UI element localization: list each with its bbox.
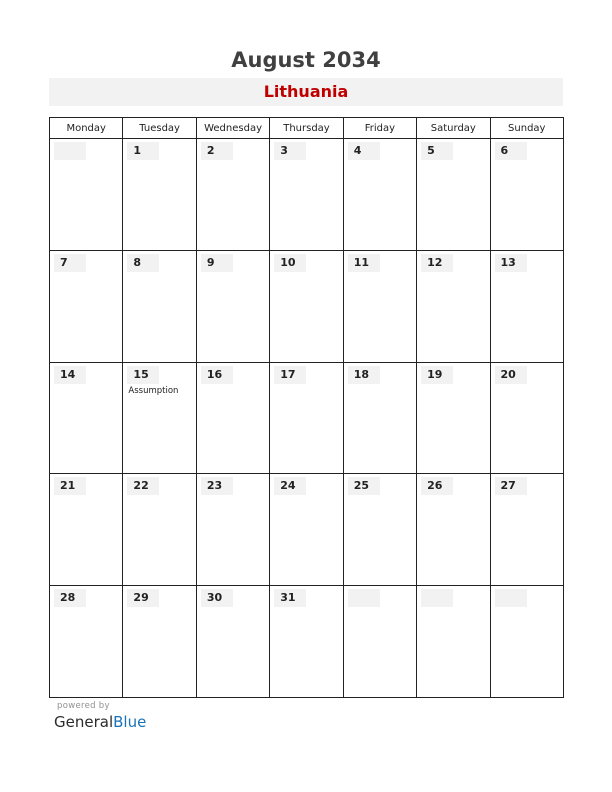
day-cell[interactable] [50, 362, 123, 474]
weekday-header: Wednesday [196, 118, 269, 139]
day-number: 17 [280, 367, 296, 381]
day-cell[interactable] [196, 586, 269, 698]
calendar-title: August 2034 [231, 48, 381, 72]
day-number-box [421, 589, 453, 607]
week-row [50, 362, 564, 474]
day-cell[interactable] [417, 362, 490, 474]
day-number: 23 [206, 479, 223, 493]
day-cell[interactable] [343, 250, 416, 362]
day-cell[interactable] [270, 139, 343, 251]
day-cell[interactable] [490, 250, 563, 362]
day-number: 27 [500, 479, 516, 493]
day-number-box [495, 142, 527, 160]
week-row [50, 586, 564, 698]
day-cell[interactable] [270, 362, 343, 474]
day-number: 6 [500, 144, 509, 157]
day-number-box [348, 589, 380, 607]
day-cell[interactable] [343, 362, 416, 474]
month-grid [49, 117, 564, 698]
day-number-box [54, 142, 86, 160]
day-cell[interactable] [50, 250, 123, 362]
weekday-header: Tuesday [123, 118, 196, 139]
day-cell[interactable] [343, 474, 416, 586]
day-number: 30 [206, 591, 223, 605]
day-cell[interactable] [417, 250, 490, 362]
day-number: 8 [133, 255, 142, 269]
day-cell[interactable] [270, 250, 343, 362]
day-number: 9 [206, 255, 215, 269]
day-number: 25 [353, 479, 369, 493]
day-number-box [421, 142, 453, 160]
day-number-box [274, 142, 306, 160]
day-number: 1 [133, 144, 142, 157]
country-banner [49, 78, 563, 106]
day-number-box [495, 589, 527, 607]
brand-general: General [54, 713, 114, 731]
weekday-header: Sunday [490, 118, 563, 139]
day-number: 24 [280, 479, 296, 493]
weekday-header: Thursday [270, 118, 343, 139]
day-number-box [127, 254, 159, 272]
day-number: 18 [353, 367, 369, 381]
day-number: 10 [280, 255, 296, 269]
week-row [50, 139, 564, 251]
brand-blue: Blue [113, 713, 147, 731]
day-number-box [201, 254, 233, 272]
day-number: 19 [427, 367, 443, 381]
weekday-header: Friday [343, 118, 416, 139]
day-cell[interactable] [123, 474, 196, 586]
day-cell[interactable] [417, 474, 490, 586]
day-number: 4 [353, 144, 362, 157]
day-number-box [348, 142, 380, 160]
day-cell[interactable] [270, 586, 343, 698]
day-cell[interactable] [196, 362, 269, 474]
day-cell[interactable] [490, 362, 563, 474]
day-cell[interactable] [343, 586, 416, 698]
day-number: 28 [60, 591, 76, 605]
day-number: 22 [133, 479, 149, 493]
day-cell[interactable] [490, 474, 563, 586]
day-number: 3 [280, 144, 288, 157]
day-number: 21 [60, 479, 76, 493]
day-cell[interactable] [50, 139, 123, 251]
day-number: 13 [500, 255, 516, 269]
day-cell[interactable] [490, 586, 563, 698]
day-cell[interactable] [417, 586, 490, 698]
day-number: 12 [427, 255, 443, 269]
weekday-header: Saturday [417, 118, 490, 139]
holiday-label: Assumption [128, 385, 179, 396]
day-cell[interactable] [490, 139, 563, 251]
day-number: 26 [427, 479, 443, 493]
day-number: 2 [206, 144, 215, 157]
day-cell[interactable] [196, 139, 269, 251]
country-name: Lithuania [263, 82, 349, 101]
day-number: 31 [280, 591, 296, 605]
day-number-box [201, 142, 233, 160]
day-number-box [54, 254, 86, 272]
day-number: 5 [427, 144, 435, 157]
day-number: 14 [60, 367, 76, 381]
day-cell[interactable] [123, 250, 196, 362]
day-cell[interactable] [196, 250, 269, 362]
weekday-header: Monday [50, 118, 123, 139]
day-cell[interactable] [196, 474, 269, 586]
day-cell[interactable] [123, 139, 196, 251]
day-number: 20 [500, 367, 516, 381]
day-cell[interactable] [50, 474, 123, 586]
day-number: 11 [353, 255, 369, 269]
day-cell[interactable] [270, 474, 343, 586]
day-number: 16 [206, 367, 223, 381]
powered-by-text: powered by [57, 701, 110, 711]
day-number: 15 [133, 367, 149, 381]
weekday-header-row [50, 118, 564, 139]
generalblue-logo[interactable] [54, 713, 146, 731]
week-row [50, 474, 564, 586]
day-number: 29 [133, 591, 149, 605]
day-cell[interactable] [123, 586, 196, 698]
day-cell[interactable] [417, 139, 490, 251]
day-number: 7 [60, 255, 68, 269]
day-cell[interactable] [343, 139, 416, 251]
day-cell[interactable] [50, 586, 123, 698]
day-cell[interactable] [123, 362, 196, 474]
week-row [50, 250, 564, 362]
day-number-box [127, 142, 159, 160]
